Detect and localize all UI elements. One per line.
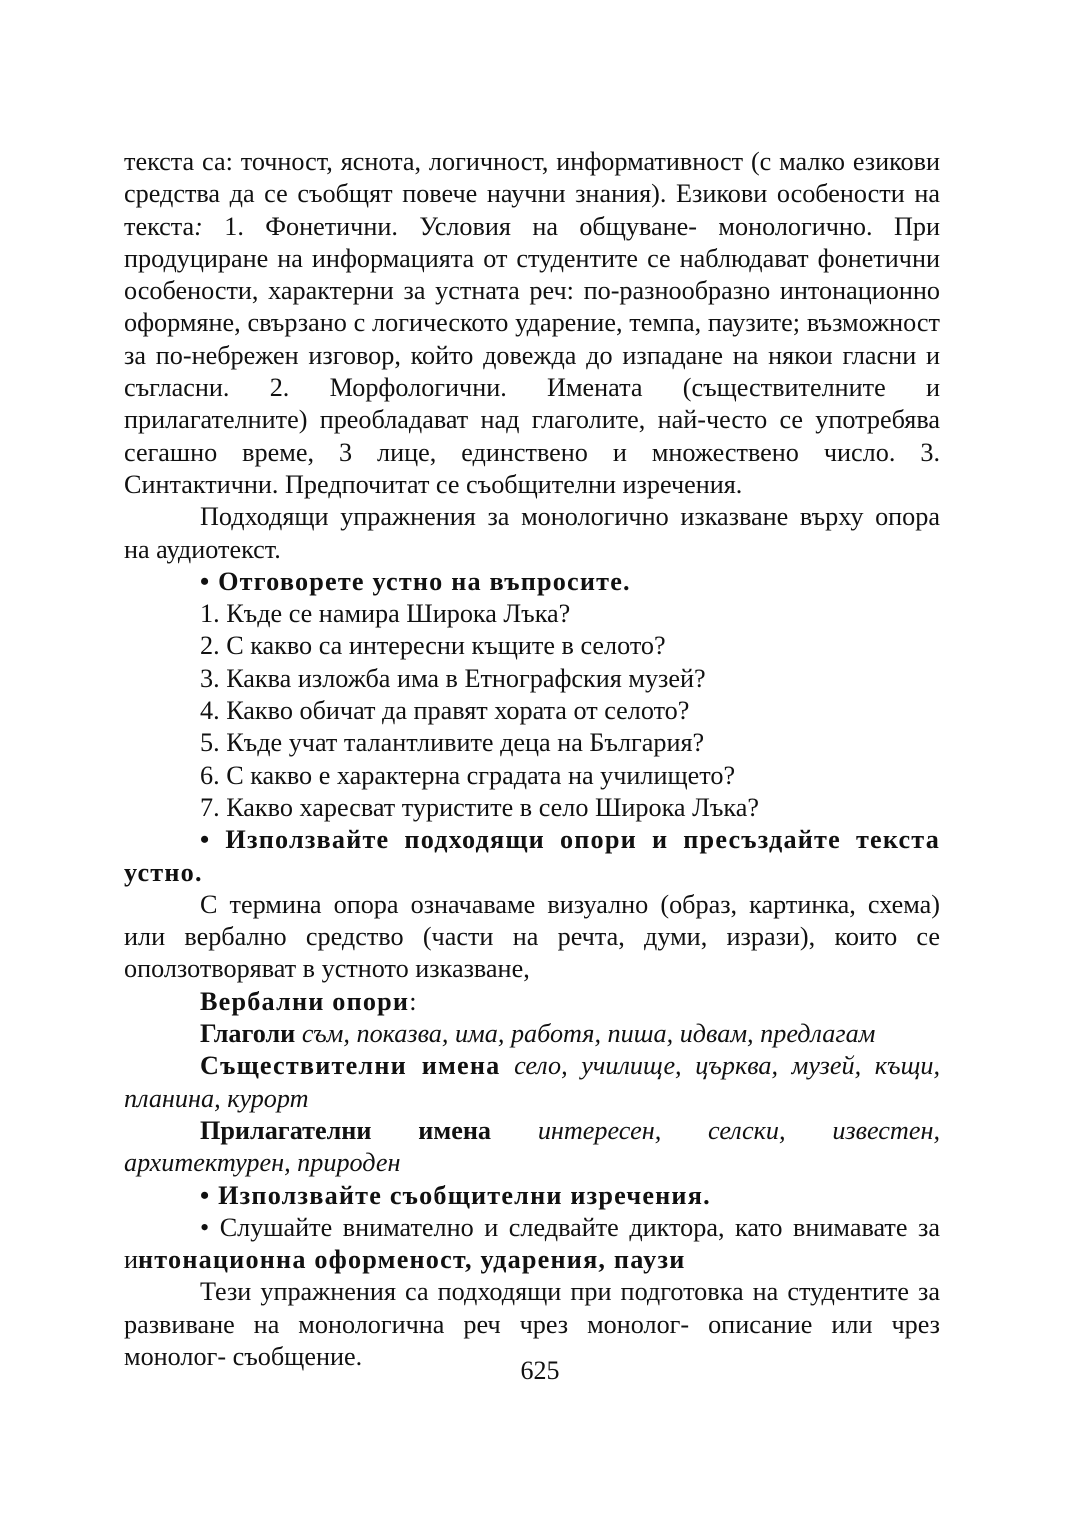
question-item: 4. Какво обичат да правят хората от селото? [200,696,690,726]
text-run: Вербални опори [200,986,410,1016]
page-number: 625 [520,1356,560,1385]
text-run: нтонационна оформеност, ударения, паузи [138,1245,686,1275]
heading-verbal-supports [124,986,940,1018]
text-run: • Използвайте съобщителни изречения. [200,1180,711,1210]
text-run: село, училище, църква, музей, къщи, планина, курорт [124,1051,941,1113]
adjectives-line [124,1115,940,1180]
page-body [124,146,940,1373]
questions-list [124,598,940,824]
question-item: 5. Къде учат талантливите деца на България? [200,728,705,758]
text-run: • Отговорете устно на въпросите. [200,566,631,596]
text-run: Прилагателни имена [200,1115,492,1145]
instruction-retell-text [124,824,940,889]
text-run: текста са: точност, яснота, логичност, информативност (с малко езикови средства да се съобщят повече научни знания). Езикови особености на текста [124,147,940,241]
text-run: : [194,211,203,241]
paragraph-exercises-intro [124,501,940,566]
text-run: С термина опора означаваме визуално (образ, картинка, схема) или вербално средство (части на речта, думи, изрази), които се оползотворяват в устното изказване, [124,889,940,984]
text-run: Тези упражнения са подходящи при подготовка на студентите за развиване на монологична реч чрез монолог- описание или чрез монолог- съобщение. [124,1277,940,1371]
text-run: съм, показва, има, работя, пиша, идвам, предлагам [301,1019,876,1049]
paragraph-text-features [124,146,940,501]
question-item: 3. Каква изложба има в Етнографския музей? [200,663,706,693]
text-run: Подходящи упражнения за монологично изказване върху опора на аудиотекст. [124,502,940,564]
text-run: • Използвайте подходящи опори и пресъздайте текста устно. [124,825,940,887]
nouns-line [124,1050,940,1115]
text-run [491,1116,538,1145]
text-run: : [409,986,417,1016]
instruction-declarative-sentences [124,1180,940,1212]
text-run: 1. Фонетични. Условия на общуване- монологично. При продуциране на информацията от студентите се наблюдават фонетични особености, характерни за устната реч: по-разнообразно интонационно оформяне, свързано с логическото ударение, темпа, паузите; възможност за по-небрежен изговор, който довежда до изпадане на някои гласни и съгласни. 2. Морфологични. Имената (съществителните и прилагателните) преобладават над глаголите, най-често се употребява сегашно време, 3 лице, единствено и множествено число. 3. Синтактични. Предпочитат се съобщителни изречения. [124,211,940,499]
text-run [500,1051,514,1080]
question-item: 7. Какво харесват туристите в село Широка Лъка? [200,792,759,822]
question-item: 2. С какво са интересни къщите в селото? [200,631,666,661]
text-run: интересен, селски, известен, архитектурен, природен [124,1115,940,1178]
text-run: • Слушайте внимателно и следвайте диктора, като внимавате за и [124,1212,940,1275]
question-item: 6. С какво е характерна сградата на училището? [200,760,736,790]
verbs-line [124,1018,940,1050]
text-run: Глаголи [200,1019,296,1049]
text-run: Съществителни имена [200,1051,501,1081]
question-item: 1. Къде се намира Широка Лъка? [200,599,571,629]
instruction-answer-questions [124,566,940,598]
instruction-listen-speaker [124,1212,940,1277]
paragraph-support-definition [124,889,940,986]
